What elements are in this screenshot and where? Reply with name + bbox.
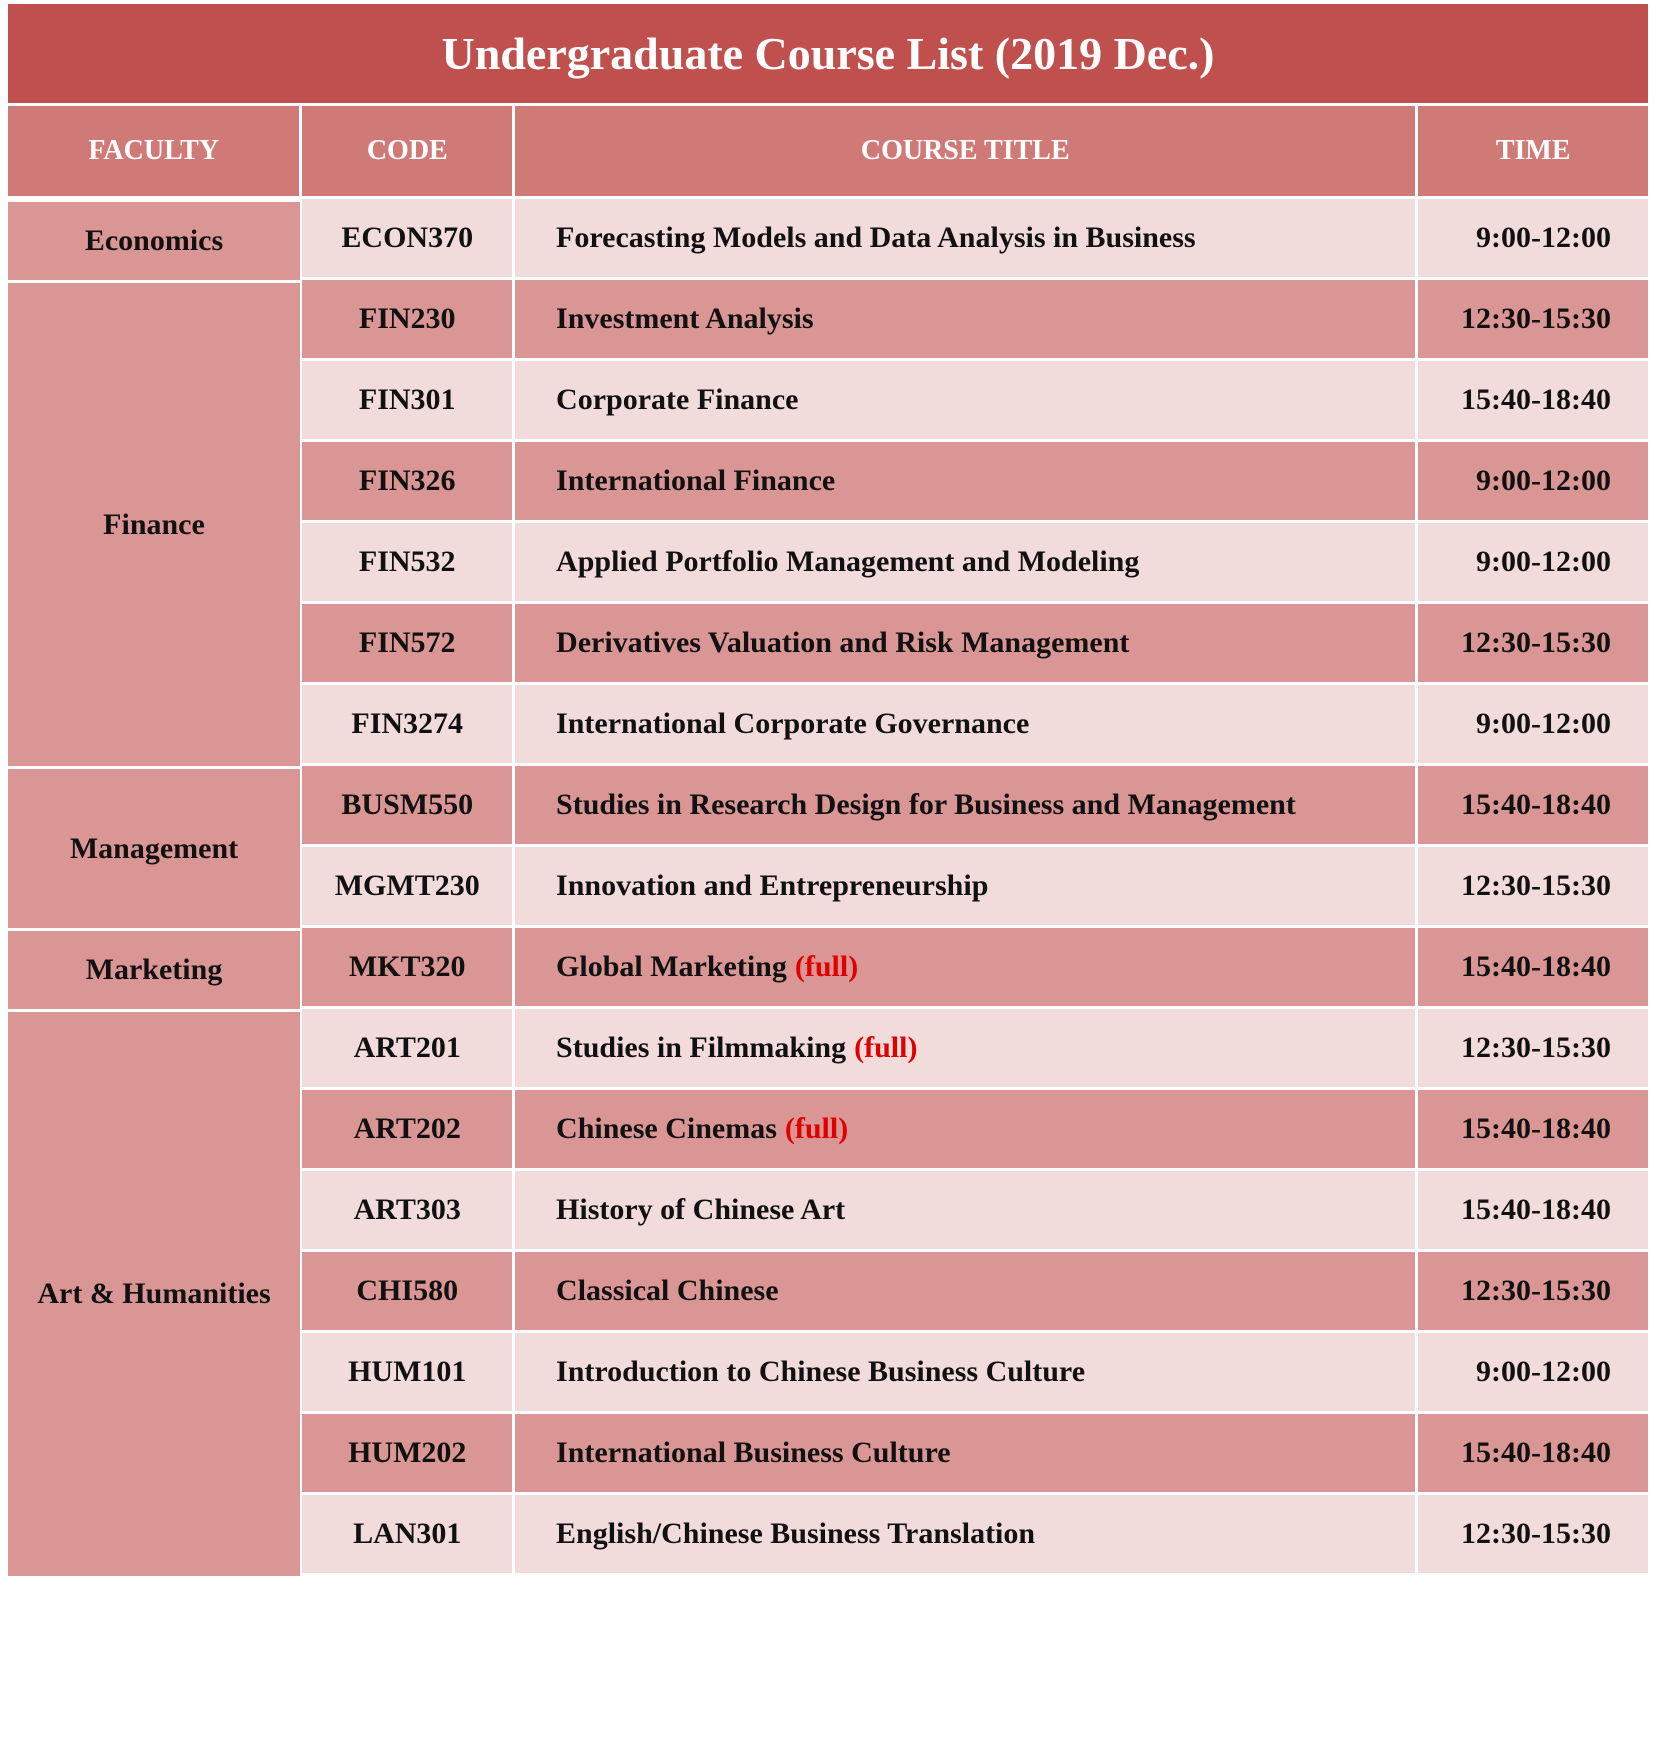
course-title-text: History of Chinese Art bbox=[556, 1193, 846, 1226]
course-title-text: Forecasting Models and Data Analysis in Business bbox=[556, 221, 1196, 254]
course-time: 15:40-18:40 bbox=[1418, 1414, 1648, 1492]
course-code: BUSM550 bbox=[302, 766, 512, 844]
course-title-text: Introduction to Chinese Business Culture bbox=[556, 1355, 1086, 1388]
course-code: HUM202 bbox=[302, 1414, 512, 1492]
course-time: 12:30-15:30 bbox=[1418, 604, 1648, 682]
course-code: MKT320 bbox=[302, 928, 512, 1006]
full-badge: (full) bbox=[854, 1031, 918, 1064]
header-faculty: FACULTY bbox=[8, 106, 299, 196]
course-title bbox=[515, 847, 1415, 925]
faculty-cell: Marketing bbox=[8, 931, 300, 1009]
faculty-cell: Finance bbox=[8, 283, 300, 766]
course-code: HUM101 bbox=[302, 1333, 512, 1411]
course-time: 9:00-12:00 bbox=[1418, 685, 1648, 763]
course-title bbox=[515, 1252, 1415, 1330]
course-title bbox=[515, 1333, 1415, 1411]
course-title bbox=[515, 199, 1415, 277]
full-badge: (full) bbox=[784, 1112, 849, 1145]
course-time: 12:30-15:30 bbox=[1418, 280, 1648, 358]
faculty-cell: Management bbox=[8, 769, 300, 928]
header-code: CODE bbox=[302, 106, 512, 196]
course-list-sheet bbox=[8, 4, 1648, 1573]
course-table-body bbox=[8, 199, 1648, 1573]
course-title-text: Investment Analysis bbox=[556, 302, 814, 335]
course-title-text: International Finance bbox=[556, 464, 836, 497]
course-title-text: International Business Culture bbox=[556, 1436, 951, 1469]
course-time: 9:00-12:00 bbox=[1418, 523, 1648, 601]
course-title bbox=[515, 1090, 1415, 1168]
header-course-title: COURSE TITLE bbox=[515, 106, 1415, 196]
course-title bbox=[515, 1414, 1415, 1492]
course-title-text: Innovation and Entrepreneurship bbox=[556, 869, 989, 902]
course-title bbox=[515, 523, 1415, 601]
course-code: LAN301 bbox=[302, 1495, 512, 1573]
course-title-text: International Corporate Governance bbox=[556, 707, 1030, 740]
course-time: 15:40-18:40 bbox=[1418, 1090, 1648, 1168]
course-code: FIN532 bbox=[302, 523, 512, 601]
course-title-text: Applied Portfolio Management and Modeling bbox=[556, 545, 1140, 578]
course-title bbox=[515, 1495, 1415, 1573]
course-code: MGMT230 bbox=[302, 847, 512, 925]
header-time: TIME bbox=[1418, 106, 1648, 196]
course-time: 12:30-15:30 bbox=[1418, 1252, 1648, 1330]
header-row bbox=[8, 106, 1648, 196]
course-time: 15:40-18:40 bbox=[1418, 766, 1648, 844]
course-title-text: Studies in Filmmaking bbox=[556, 1031, 847, 1064]
course-code: FIN3274 bbox=[302, 685, 512, 763]
course-title bbox=[515, 1009, 1415, 1087]
course-time: 15:40-18:40 bbox=[1418, 928, 1648, 1006]
course-title-text: Chinese Cinemas bbox=[556, 1112, 777, 1145]
course-title-text: Derivatives Valuation and Risk Management bbox=[556, 626, 1130, 659]
course-time: 15:40-18:40 bbox=[1418, 361, 1648, 439]
course-time: 9:00-12:00 bbox=[1418, 1333, 1648, 1411]
course-title-text: Global Marketing bbox=[556, 950, 787, 983]
full-badge: (full) bbox=[794, 950, 859, 983]
course-code: FIN230 bbox=[302, 280, 512, 358]
course-code: ART201 bbox=[302, 1009, 512, 1087]
course-code: ART303 bbox=[302, 1171, 512, 1249]
course-title bbox=[515, 928, 1415, 1006]
course-code: ECON370 bbox=[302, 199, 512, 277]
course-title bbox=[515, 1171, 1415, 1249]
course-time: 15:40-18:40 bbox=[1418, 1171, 1648, 1249]
course-code: FIN572 bbox=[302, 604, 512, 682]
faculty-cell: Art & Humanities bbox=[8, 1012, 300, 1576]
course-title-text: English/Chinese Business Translation bbox=[556, 1517, 1036, 1550]
course-title bbox=[515, 685, 1415, 763]
faculty-cell: Economics bbox=[8, 202, 300, 280]
course-time: 12:30-15:30 bbox=[1418, 847, 1648, 925]
course-title-text: Studies in Research Design for Business and Management bbox=[556, 788, 1296, 821]
course-code: CHI580 bbox=[302, 1252, 512, 1330]
course-title bbox=[515, 604, 1415, 682]
course-time: 9:00-12:00 bbox=[1418, 442, 1648, 520]
course-code: FIN326 bbox=[302, 442, 512, 520]
course-title-text: Corporate Finance bbox=[556, 383, 799, 416]
course-time: 12:30-15:30 bbox=[1418, 1009, 1648, 1087]
course-code: FIN301 bbox=[302, 361, 512, 439]
course-title-text: Classical Chinese bbox=[556, 1274, 779, 1307]
course-title bbox=[515, 280, 1415, 358]
course-time: 9:00-12:00 bbox=[1418, 199, 1648, 277]
table-title: Undergraduate Course List (2019 Dec.) bbox=[8, 4, 1648, 103]
course-title bbox=[515, 442, 1415, 520]
course-title bbox=[515, 766, 1415, 844]
course-code: ART202 bbox=[302, 1090, 512, 1168]
course-time: 12:30-15:30 bbox=[1418, 1495, 1648, 1573]
course-title bbox=[515, 361, 1415, 439]
